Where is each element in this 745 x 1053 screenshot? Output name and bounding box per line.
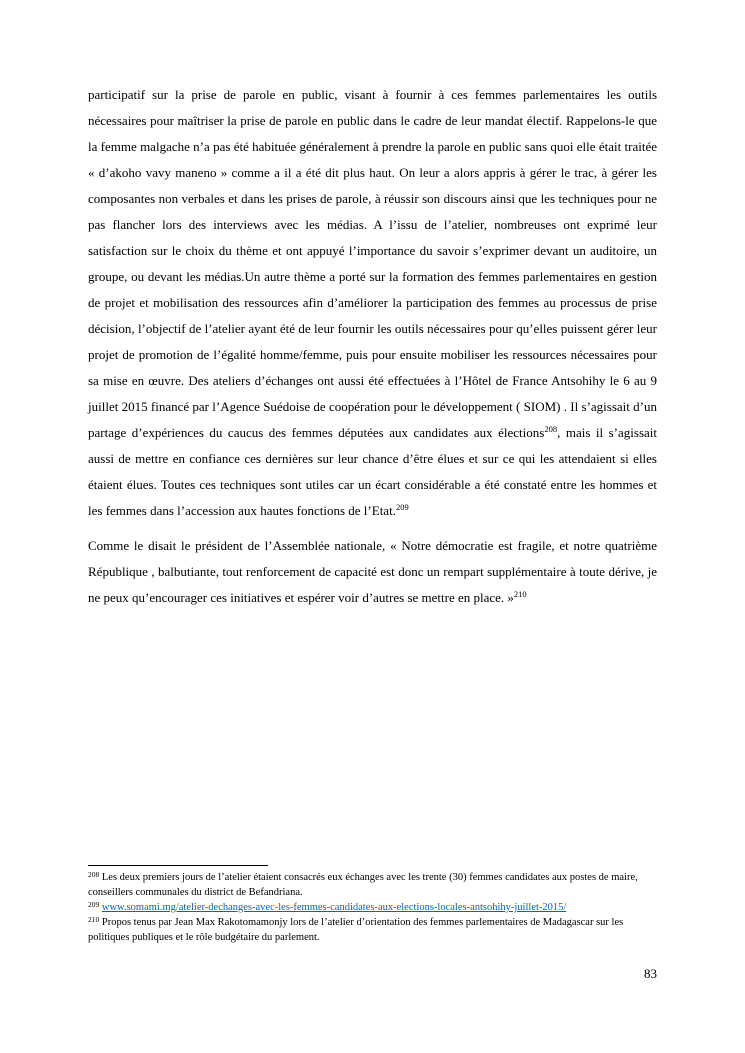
footnote: $^{208}$ Les deux premiers jours de l’atelier étaient consacrés eux échanges avec les trente (30) femmes candidates aux postes de maire, conseillers communales du district de Befandriana. [88,870,638,898]
footnote-link[interactable]: www.somami.mg/atelier-dechanges-avec-les-femmes-candidates-aux-elections-locales-antsohihy-juillet-2015/ [101,902,567,913]
paragraph: participatif sur la prise de parole en public, visant à fournir à ces femmes parlementaires les outils nécessaires pour maîtriser la prise de parole en public dans le cadre de leur mandat électif. Rappelons-le que la femme malgache n’a pas été habituée généralement à prendre la parole en public sans quoi elle était traitée « d’akoho vavy maneno » comme a il a été dit plus haut. On leur a alors appris à gérer le trac, à gérer les composantes non verbales et dans les prises de parole, à réussir son discours ainsi que les techniques pour ne pas flancher lors des interviews avec les médias. A l’issu de l’atelier, nombreuses ont exprimé leur satisfaction sur le choix du thème et ont appuyé l’importance du savoir s’exprimer devant un auditoire, un groupe, ou devant les médias.Un autre thème a porté sur la formation des femmes parlementaires en gestion de projet et mobilisation des ressources afin d’améliorer la participation des femmes au processus de prise décision, l’objectif de l’atelier ayant été de leur fournir les outils nécessaires pour qu’elles puissent gérer leur projet de promotion de l’égalité homme/femme, puis pour ensuite mobiliser les ressources nécessaires pour sa mise en œuvre. Des ateliers d’échanges ont aussi été effectuées à l’Hôtel de France Antsohihy le 6 au 9 juillet 2015 financé par l’Agence Suédoise de coopération pour le développement ( SIOM) . Il s’agissait d’un partage d’expériences du caucus des femmes députées aux candidates aux élections$^{208}$, mais il s’agissait aussi de mettre en confiance ces dernières sur leur chance d’être élues et sur ce qui les attendaient si elles étaient élues. Toutes ces techniques sont utiles car un écart considérable a été constaté entre les hommes et les femmes dans l’accession aux hautes fonctions de l’Etat.$^{209}$ [88,87,657,518]
footnote-marker: 208 [88,870,100,879]
paragraph: Comme le disait le président de l’Assemblée nationale, « Notre démocratie est fragile, et notre quatrième République , balbutiante, tout renforcement de capacité est donc un rempart supplémentaire à toute dérive, je ne peux qu’encourager ces initiatives et espérer voir d’autres se mettre en place. »$^{210}$ [88,538,657,605]
footnote: $^{210}$ Propos tenus par Jean Max Rakotomamonjy lors de l’atelier d’orientation des femmes parlementaires de Madagascar sur les politiques publiques et le rôle budgétaire du parlement. [88,915,624,943]
body-text [88,82,657,620]
footnote-marker: 210 [88,915,100,924]
footnote-reference: 208 [544,424,558,434]
footnote [88,900,657,915]
footnote-separator [88,865,268,866]
footnote-area [88,865,657,945]
footnote-marker: 209 [88,900,100,909]
footnote-reference: 209 [395,502,409,512]
page-number: 83 [644,966,657,981]
footnotes [88,870,657,945]
footnote-reference: 210 [513,589,527,599]
